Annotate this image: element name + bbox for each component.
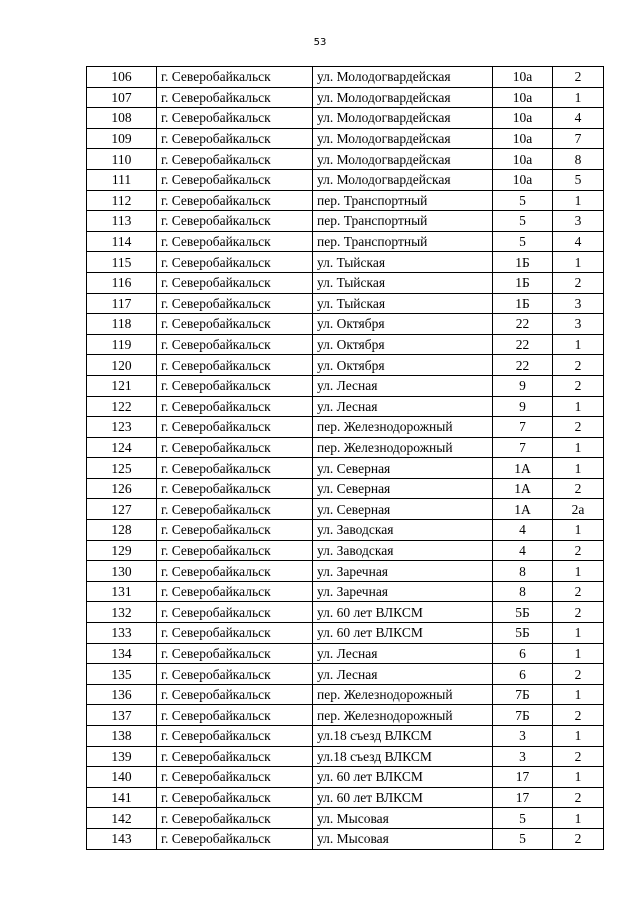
house-number-cell: 9 — [493, 396, 553, 417]
row-number-cell: 107 — [87, 87, 157, 108]
table-row — [87, 149, 604, 170]
city-cell: г. Северобайкальск — [157, 67, 313, 88]
apartment-number-cell: 2 — [553, 67, 604, 88]
house-number-cell: 6 — [493, 664, 553, 685]
city-cell: г. Северобайкальск — [157, 643, 313, 664]
row-number-cell: 127 — [87, 499, 157, 520]
street-cell: ул. Заречная — [313, 581, 493, 602]
address-table — [86, 66, 604, 850]
apartment-number-cell: 2 — [553, 540, 604, 561]
table-row — [87, 396, 604, 417]
apartment-number-cell: 2 — [553, 581, 604, 602]
house-number-cell: 8 — [493, 561, 553, 582]
apartment-number-cell: 2 — [553, 828, 604, 849]
house-number-cell: 10а — [493, 67, 553, 88]
street-cell: ул. Заводская — [313, 520, 493, 541]
city-cell: г. Северобайкальск — [157, 355, 313, 376]
house-number-cell: 10а — [493, 149, 553, 170]
table-row — [87, 705, 604, 726]
house-number-cell: 5 — [493, 828, 553, 849]
house-number-cell: 1А — [493, 478, 553, 499]
row-number-cell: 121 — [87, 375, 157, 396]
apartment-number-cell: 3 — [553, 293, 604, 314]
house-number-cell: 9 — [493, 375, 553, 396]
table-row — [87, 437, 604, 458]
city-cell: г. Северобайкальск — [157, 602, 313, 623]
house-number-cell: 5 — [493, 190, 553, 211]
apartment-number-cell: 3 — [553, 314, 604, 335]
table-row — [87, 561, 604, 582]
city-cell: г. Северобайкальск — [157, 478, 313, 499]
row-number-cell: 139 — [87, 746, 157, 767]
city-cell: г. Северобайкальск — [157, 417, 313, 438]
street-cell: ул. 60 лет ВЛКСМ — [313, 767, 493, 788]
house-number-cell: 22 — [493, 355, 553, 376]
apartment-number-cell: 1 — [553, 252, 604, 273]
street-cell: ул. Молодогвардейская — [313, 67, 493, 88]
house-number-cell: 8 — [493, 581, 553, 602]
street-cell: ул. Северная — [313, 478, 493, 499]
city-cell: г. Северобайкальск — [157, 808, 313, 829]
row-number-cell: 134 — [87, 643, 157, 664]
street-cell: пер. Транспортный — [313, 211, 493, 232]
table-row — [87, 190, 604, 211]
house-number-cell: 17 — [493, 787, 553, 808]
apartment-number-cell: 1 — [553, 190, 604, 211]
city-cell: г. Северобайкальск — [157, 705, 313, 726]
house-number-cell: 1А — [493, 458, 553, 479]
table-row — [87, 581, 604, 602]
row-number-cell: 137 — [87, 705, 157, 726]
house-number-cell: 10а — [493, 108, 553, 129]
row-number-cell: 106 — [87, 67, 157, 88]
street-cell: пер. Железнодорожный — [313, 417, 493, 438]
house-number-cell: 6 — [493, 643, 553, 664]
city-cell: г. Северобайкальск — [157, 190, 313, 211]
table-row — [87, 375, 604, 396]
table-row — [87, 478, 604, 499]
row-number-cell: 115 — [87, 252, 157, 273]
row-number-cell: 110 — [87, 149, 157, 170]
row-number-cell: 129 — [87, 540, 157, 561]
row-number-cell: 112 — [87, 190, 157, 211]
table-row — [87, 231, 604, 252]
table-row — [87, 623, 604, 644]
city-cell: г. Северобайкальск — [157, 87, 313, 108]
page-number: 53 — [313, 37, 327, 48]
row-number-cell: 143 — [87, 828, 157, 849]
table-row — [87, 746, 604, 767]
house-number-cell: 10а — [493, 169, 553, 190]
city-cell: г. Северобайкальск — [157, 499, 313, 520]
house-number-cell: 10а — [493, 128, 553, 149]
table-row — [87, 787, 604, 808]
row-number-cell: 122 — [87, 396, 157, 417]
row-number-cell: 116 — [87, 272, 157, 293]
row-number-cell: 138 — [87, 726, 157, 747]
row-number-cell: 117 — [87, 293, 157, 314]
street-cell: ул. Мысовая — [313, 808, 493, 829]
table-row — [87, 458, 604, 479]
street-cell: ул.18 съезд ВЛКСМ — [313, 726, 493, 747]
table-row — [87, 499, 604, 520]
apartment-number-cell: 1 — [553, 437, 604, 458]
table-row — [87, 767, 604, 788]
city-cell: г. Северобайкальск — [157, 396, 313, 417]
house-number-cell: 4 — [493, 520, 553, 541]
house-number-cell: 22 — [493, 314, 553, 335]
apartment-number-cell: 2 — [553, 602, 604, 623]
table-row — [87, 334, 604, 355]
table-row — [87, 520, 604, 541]
street-cell: ул. 60 лет ВЛКСМ — [313, 602, 493, 623]
street-cell: пер. Транспортный — [313, 190, 493, 211]
table-row — [87, 67, 604, 88]
table-row — [87, 664, 604, 685]
street-cell: ул. Тыйская — [313, 252, 493, 273]
street-cell: ул. Молодогвардейская — [313, 149, 493, 170]
house-number-cell: 1Б — [493, 252, 553, 273]
address-table-body — [87, 67, 604, 850]
apartment-number-cell: 2 — [553, 375, 604, 396]
apartment-number-cell: 1 — [553, 520, 604, 541]
house-number-cell: 5Б — [493, 623, 553, 644]
apartment-number-cell: 2 — [553, 746, 604, 767]
row-number-cell: 118 — [87, 314, 157, 335]
apartment-number-cell: 2 — [553, 478, 604, 499]
apartment-number-cell: 5 — [553, 169, 604, 190]
house-number-cell: 4 — [493, 540, 553, 561]
street-cell: ул. Лесная — [313, 396, 493, 417]
apartment-number-cell: 2 — [553, 664, 604, 685]
table-row — [87, 355, 604, 376]
city-cell: г. Северобайкальск — [157, 314, 313, 335]
street-cell: пер. Железнодорожный — [313, 684, 493, 705]
house-number-cell: 5Б — [493, 602, 553, 623]
row-number-cell: 136 — [87, 684, 157, 705]
table-row — [87, 684, 604, 705]
street-cell: ул. Октября — [313, 334, 493, 355]
street-cell: ул. Лесная — [313, 643, 493, 664]
city-cell: г. Северобайкальск — [157, 458, 313, 479]
table-row — [87, 108, 604, 129]
street-cell: ул. Мысовая — [313, 828, 493, 849]
street-cell: ул. Тыйская — [313, 293, 493, 314]
city-cell: г. Северобайкальск — [157, 437, 313, 458]
city-cell: г. Северобайкальск — [157, 334, 313, 355]
city-cell: г. Северобайкальск — [157, 375, 313, 396]
table-row — [87, 211, 604, 232]
city-cell: г. Северобайкальск — [157, 108, 313, 129]
house-number-cell: 17 — [493, 767, 553, 788]
table-row — [87, 87, 604, 108]
house-number-cell: 5 — [493, 231, 553, 252]
row-number-cell: 130 — [87, 561, 157, 582]
house-number-cell: 1А — [493, 499, 553, 520]
house-number-cell: 3 — [493, 746, 553, 767]
street-cell: ул. Молодогвардейская — [313, 87, 493, 108]
table-row — [87, 272, 604, 293]
street-cell: ул. Молодогвардейская — [313, 128, 493, 149]
row-number-cell: 133 — [87, 623, 157, 644]
row-number-cell: 142 — [87, 808, 157, 829]
street-cell: ул. Лесная — [313, 375, 493, 396]
apartment-number-cell: 3 — [553, 211, 604, 232]
apartment-number-cell: 1 — [553, 684, 604, 705]
street-cell: ул. Лесная — [313, 664, 493, 685]
house-number-cell: 7Б — [493, 684, 553, 705]
city-cell: г. Северобайкальск — [157, 540, 313, 561]
city-cell: г. Северобайкальск — [157, 128, 313, 149]
apartment-number-cell: 2а — [553, 499, 604, 520]
apartment-number-cell: 1 — [553, 561, 604, 582]
city-cell: г. Северобайкальск — [157, 231, 313, 252]
house-number-cell: 22 — [493, 334, 553, 355]
row-number-cell: 131 — [87, 581, 157, 602]
row-number-cell: 113 — [87, 211, 157, 232]
row-number-cell: 109 — [87, 128, 157, 149]
table-row — [87, 540, 604, 561]
row-number-cell: 124 — [87, 437, 157, 458]
row-number-cell: 111 — [87, 169, 157, 190]
city-cell: г. Северобайкальск — [157, 149, 313, 170]
apartment-number-cell: 1 — [553, 458, 604, 479]
apartment-number-cell: 1 — [553, 623, 604, 644]
apartment-number-cell: 1 — [553, 396, 604, 417]
house-number-cell: 3 — [493, 726, 553, 747]
row-number-cell: 141 — [87, 787, 157, 808]
street-cell: ул. Заводская — [313, 540, 493, 561]
city-cell: г. Северобайкальск — [157, 252, 313, 273]
table-row — [87, 726, 604, 747]
street-cell: пер. Железнодорожный — [313, 705, 493, 726]
apartment-number-cell: 1 — [553, 808, 604, 829]
house-number-cell: 5 — [493, 808, 553, 829]
row-number-cell: 114 — [87, 231, 157, 252]
street-cell: ул.18 съезд ВЛКСМ — [313, 746, 493, 767]
apartment-number-cell: 2 — [553, 787, 604, 808]
house-number-cell: 5 — [493, 211, 553, 232]
city-cell: г. Северобайкальск — [157, 520, 313, 541]
city-cell: г. Северобайкальск — [157, 581, 313, 602]
street-cell: ул. Заречная — [313, 561, 493, 582]
apartment-number-cell: 1 — [553, 726, 604, 747]
city-cell: г. Северобайкальск — [157, 293, 313, 314]
city-cell: г. Северобайкальск — [157, 684, 313, 705]
apartment-number-cell: 2 — [553, 272, 604, 293]
house-number-cell: 7 — [493, 437, 553, 458]
table-row — [87, 828, 604, 849]
street-cell: ул. Октября — [313, 355, 493, 376]
apartment-number-cell: 2 — [553, 705, 604, 726]
table-row — [87, 293, 604, 314]
table-row — [87, 602, 604, 623]
city-cell: г. Северобайкальск — [157, 787, 313, 808]
row-number-cell: 132 — [87, 602, 157, 623]
city-cell: г. Северобайкальск — [157, 726, 313, 747]
street-cell: пер. Транспортный — [313, 231, 493, 252]
city-cell: г. Северобайкальск — [157, 828, 313, 849]
street-cell: ул. Тыйская — [313, 272, 493, 293]
row-number-cell: 125 — [87, 458, 157, 479]
apartment-number-cell: 1 — [553, 767, 604, 788]
city-cell: г. Северобайкальск — [157, 664, 313, 685]
street-cell: ул. Северная — [313, 458, 493, 479]
table-row — [87, 252, 604, 273]
street-cell: ул. 60 лет ВЛКСМ — [313, 787, 493, 808]
row-number-cell: 108 — [87, 108, 157, 129]
row-number-cell: 128 — [87, 520, 157, 541]
row-number-cell: 119 — [87, 334, 157, 355]
apartment-number-cell: 2 — [553, 355, 604, 376]
street-cell: ул. Октября — [313, 314, 493, 335]
apartment-number-cell: 1 — [553, 643, 604, 664]
city-cell: г. Северобайкальск — [157, 623, 313, 644]
apartment-number-cell: 2 — [553, 417, 604, 438]
house-number-cell: 7Б — [493, 705, 553, 726]
city-cell: г. Северобайкальск — [157, 561, 313, 582]
city-cell: г. Северобайкальск — [157, 746, 313, 767]
apartment-number-cell: 4 — [553, 108, 604, 129]
table-row — [87, 169, 604, 190]
city-cell: г. Северобайкальск — [157, 767, 313, 788]
apartment-number-cell: 1 — [553, 87, 604, 108]
street-cell: ул. Северная — [313, 499, 493, 520]
table-row — [87, 128, 604, 149]
apartment-number-cell: 8 — [553, 149, 604, 170]
apartment-number-cell: 1 — [553, 334, 604, 355]
row-number-cell: 123 — [87, 417, 157, 438]
house-number-cell: 1Б — [493, 293, 553, 314]
house-number-cell: 10а — [493, 87, 553, 108]
city-cell: г. Северобайкальск — [157, 169, 313, 190]
row-number-cell: 120 — [87, 355, 157, 376]
row-number-cell: 135 — [87, 664, 157, 685]
street-cell: ул. Молодогвардейская — [313, 108, 493, 129]
street-cell: ул. 60 лет ВЛКСМ — [313, 623, 493, 644]
table-row — [87, 417, 604, 438]
house-number-cell: 7 — [493, 417, 553, 438]
house-number-cell: 1Б — [493, 272, 553, 293]
table-row — [87, 643, 604, 664]
street-cell: ул. Молодогвардейская — [313, 169, 493, 190]
apartment-number-cell: 4 — [553, 231, 604, 252]
table-row — [87, 808, 604, 829]
city-cell: г. Северобайкальск — [157, 272, 313, 293]
table-row — [87, 314, 604, 335]
street-cell: пер. Железнодорожный — [313, 437, 493, 458]
apartment-number-cell: 7 — [553, 128, 604, 149]
row-number-cell: 140 — [87, 767, 157, 788]
row-number-cell: 126 — [87, 478, 157, 499]
city-cell: г. Северобайкальск — [157, 211, 313, 232]
